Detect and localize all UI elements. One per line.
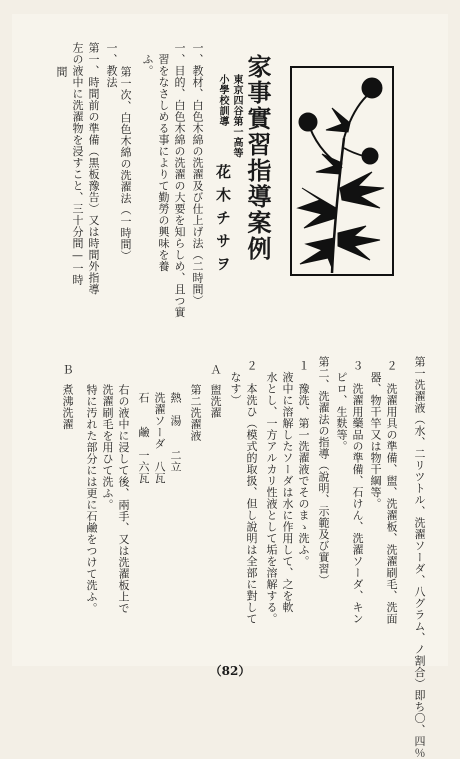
soap-amount: 石 鹼 一六瓦	[137, 392, 150, 484]
prewash-line3: 水とし、一方アルカリ性液として垢を溶解する。	[265, 360, 278, 625]
item-purpose-line1: 一、目的、白色木綿の洗濯の大要を知らしめ、且つ實	[173, 42, 186, 318]
article-title: 家事實習指導案例	[243, 54, 272, 262]
thistle-icon	[292, 68, 392, 274]
document-page	[12, 14, 448, 759]
author-name: 花木チサヲ	[214, 164, 232, 279]
prewash-line1: １ 豫洗、第一洗濯液でそのまゝ洗ふ。	[297, 360, 310, 567]
mainwash-line2: なす）	[229, 360, 242, 406]
chemicals-prep-line1: ３ 洗濯用藥品の準備、石けん、洗濯ソーダ、キン	[351, 360, 364, 625]
page-number: （82）	[209, 664, 251, 678]
section-b-label: Ｂ	[61, 364, 74, 376]
item-materials: 一、教材、白色木綿の洗濯及び仕上げ法（二時間）	[191, 42, 204, 307]
wash-instruction-line1: 右の液中に浸して後、兩手、又は洗濯板上で	[117, 384, 130, 614]
tools-prep-line1: ２ 洗濯用具の準備、盥、洗濯板、洗濯刷毛、洗面	[385, 360, 398, 625]
wash-instruction-line3: 特に汚れた部分には更に石鹼をつけて洗ふ。	[85, 384, 98, 614]
soda-amount: 洗濯ソーダ 八瓦	[153, 392, 166, 484]
first-session-heading: 第一次、白色木綿の洗濯法（一時間）	[119, 66, 132, 262]
item-method: 一、教法	[105, 42, 118, 88]
tub-washing: 盥洗濯	[209, 384, 222, 419]
step1-line3: 左の液中に洗濯物を浸すこと、三十分間—一時	[71, 42, 84, 286]
wash-instruction-line2: 洗濯刷毛を用ひて洗ふ。	[101, 384, 114, 511]
thistle-illustration	[290, 66, 394, 276]
author-school-line2: 小學校訓導	[217, 74, 228, 127]
wash-guidance-heading: 第二、洗濯法の指導（說明、示範及び實習）	[317, 356, 330, 586]
second-wash-solution: 第二洗濯液	[189, 384, 202, 442]
item-purpose-line2: 習をなさしめる事によりて勤勞の興味を養	[157, 42, 170, 272]
mainwash-line1: ２ 本洗ひ（模式的取扱、但し說明は全部に對して	[245, 360, 258, 625]
prewash-line2: 液中に溶解したソーダは水に作用して、之を軟	[281, 360, 294, 613]
step1-line4: 間	[55, 66, 68, 78]
item-purpose-line3: ふ。	[141, 42, 154, 77]
hot-water-amount: 熱 湯 二立	[169, 392, 182, 473]
step1-line: 第一、時間前の準備（黒板豫告）又は時間外指導	[87, 42, 100, 295]
boil-washing: 煮沸洗濯	[61, 384, 74, 430]
chemicals-prep-line2: ピロ、生麩等。	[335, 360, 348, 452]
section-a-label: Ａ	[209, 364, 222, 376]
first-wash-solution: 第一洗濯液（水、二リツトル、洗濯ソーダ、八グラム、ノ割合）即ち〇、四％	[413, 356, 426, 759]
author-school-line1: 東京四谷第一高等	[231, 74, 242, 158]
tools-prep-line2: 器、物干竿又は物干綱等。	[369, 360, 382, 510]
